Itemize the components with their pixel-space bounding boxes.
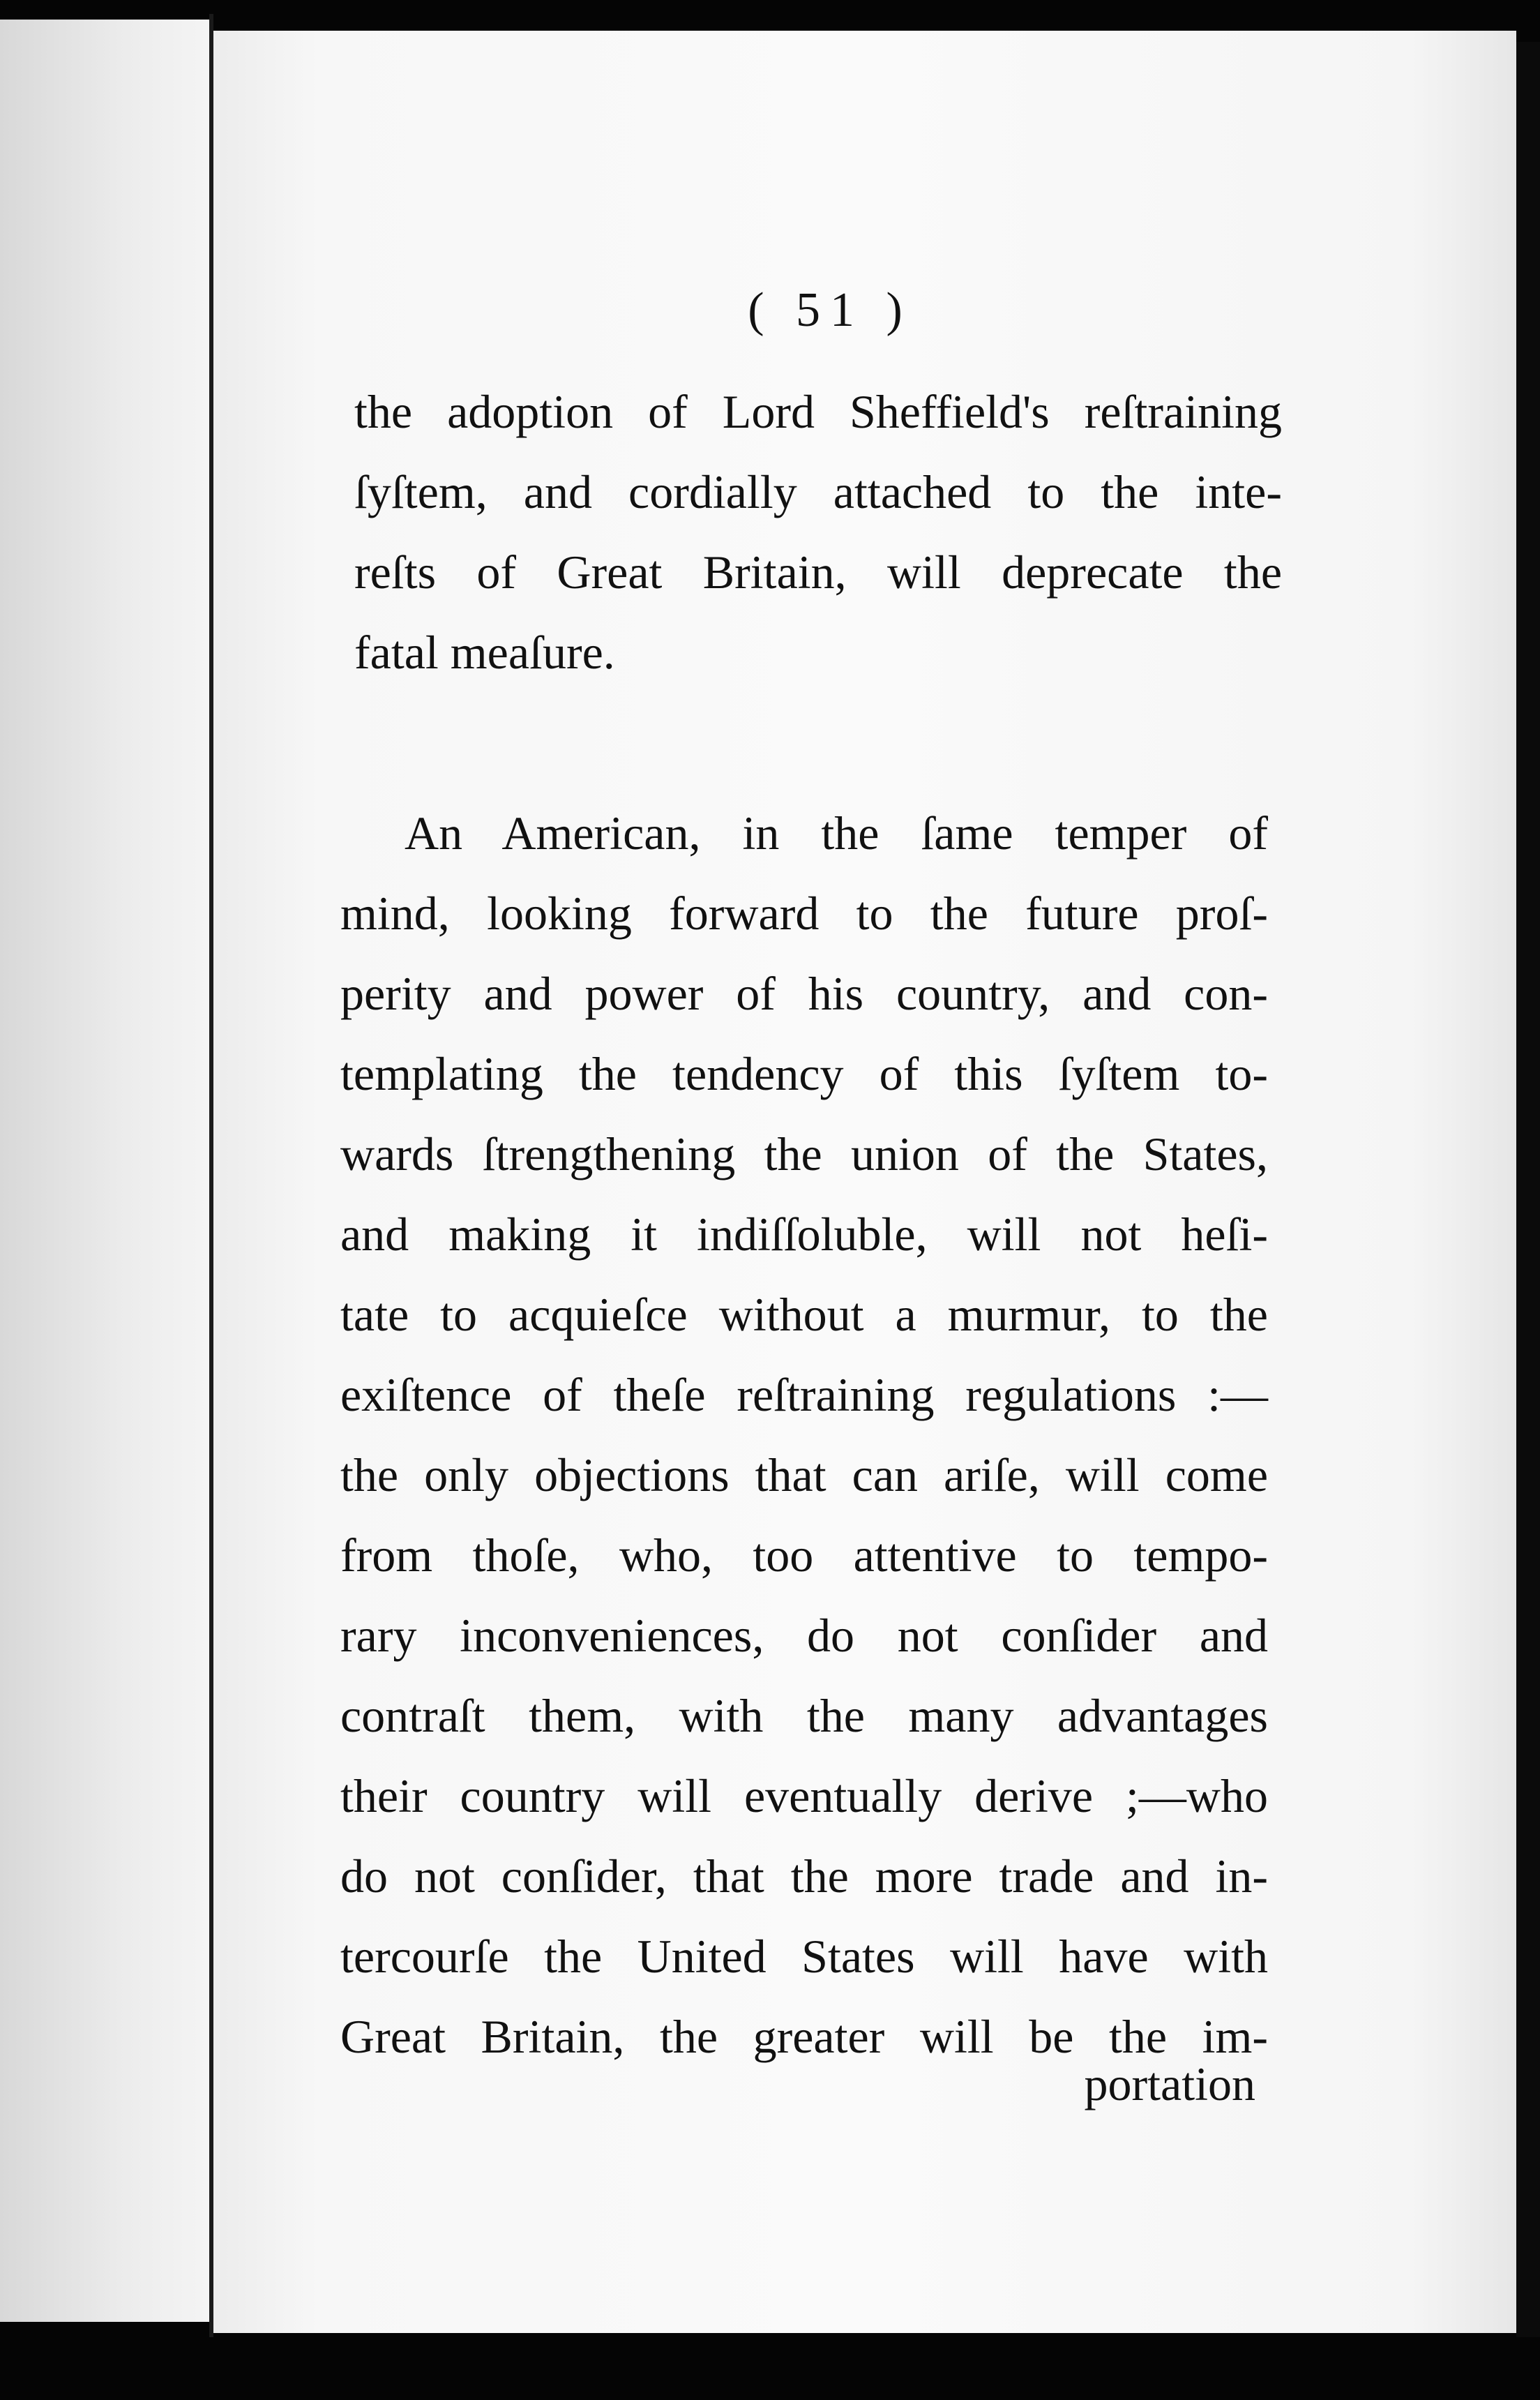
text-line: perity and power of his country, and con- [340,967,1268,1020]
text-line: mind, looking forward to the future proſ- [340,887,1268,940]
text-line: exiſtence of theſe reſtraining regulations :— [340,1368,1268,1421]
catchword: portation [1084,2057,1255,2110]
facing-page-edge [0,20,209,2322]
text-line: wards ſtrengthening the union of the States, [340,1127,1268,1180]
text-line: tercourſe the United States will have with [340,1930,1268,1983]
text-line: templating the tendency of this ſyſtem to- [340,1047,1268,1100]
text-line: Great Britain, the greater will be the im- [340,2010,1268,2063]
text-line: fatal meaſure. [354,626,615,679]
text-line: do not conſider, that the more trade and in- [340,1850,1268,1903]
text-line: ſyſtem, and cordially attached to the inte- [354,465,1282,518]
text-line: and making it indiſſoluble, will not heſi- [340,1208,1268,1261]
text-line: An American, in the ſame temper of [405,807,1268,860]
text-line: rary inconveniences, do not conſider and [340,1609,1268,1662]
text-line: their country will eventually derive ;—who [340,1769,1268,1822]
text-line: tate to acquieſce without a murmur, to the [340,1288,1268,1341]
paragraph [340,793,1268,2077]
text-line: from thoſe, who, too attentive to tempo- [340,1529,1268,1582]
text-line: contraſt them, with the many advantages [340,1689,1268,1742]
paragraph [354,372,1282,693]
text-line: the adoption of Lord Sheffield's reſtraining [354,385,1282,438]
page-number: ( 51 ) [748,283,912,337]
scan-right-border [1516,42,1540,2337]
text-line: reſts of Great Britain, will deprecate the [354,546,1282,599]
text-line: the only objections that can ariſe, will come [340,1448,1268,1501]
